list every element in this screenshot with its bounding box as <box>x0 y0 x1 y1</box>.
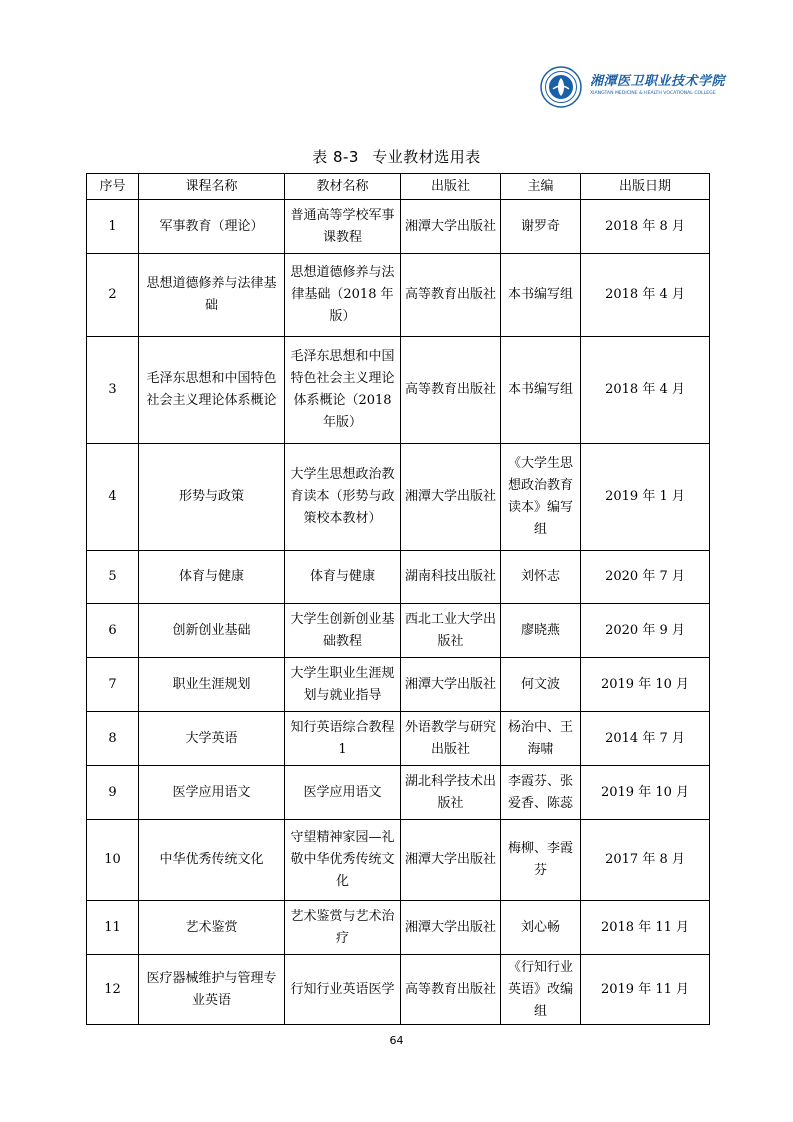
editor: 刘心畅 <box>501 901 581 955</box>
editor: 《行知行业英语》改编组 <box>501 955 581 1025</box>
editor: 何文波 <box>501 658 581 712</box>
editor: 梅柳、李霞芬 <box>501 820 581 901</box>
editor: 李霞芬、张爱香、陈蕊 <box>501 766 581 820</box>
editor: 刘怀志 <box>501 551 581 604</box>
textbook-name: 艺术鉴赏与艺术治疗 <box>285 901 401 955</box>
textbook-table <box>86 173 710 1025</box>
page-number: 64 <box>389 1034 404 1047</box>
table-caption: 专业教材选用表 <box>372 148 481 166</box>
textbook-name: 普通高等学校军事课教程 <box>285 200 401 254</box>
header-cell: 出版社 <box>401 174 501 200</box>
row-number: 8 <box>87 712 139 766</box>
header-cell: 主编 <box>501 174 581 200</box>
publisher: 湘潭大学出版社 <box>401 200 501 254</box>
row-number: 7 <box>87 658 139 712</box>
course-name: 思想道德修养与法律基础 <box>139 254 285 337</box>
course-name: 军事教育（理论） <box>139 200 285 254</box>
course-name: 职业生涯规划 <box>139 658 285 712</box>
table-row <box>87 604 710 658</box>
publisher: 湘潭大学出版社 <box>401 658 501 712</box>
textbook-name: 毛泽东思想和中国特色社会主义理论体系概论（2018 年版） <box>285 337 401 444</box>
header-cell: 序号 <box>87 174 139 200</box>
textbook-name: 知行英语综合教程 1 <box>285 712 401 766</box>
editor: 本书编写组 <box>501 337 581 444</box>
publisher: 高等教育出版社 <box>401 254 501 337</box>
publish-date: 2017 年 8 月 <box>581 820 710 901</box>
college-logo <box>540 64 730 114</box>
editor: 《大学生思想政治教育读本》编写组 <box>501 444 581 551</box>
publish-date: 2019 年 10 月 <box>581 658 710 712</box>
row-number: 10 <box>87 820 139 901</box>
table-title <box>0 146 793 167</box>
editor: 谢罗奇 <box>501 200 581 254</box>
publish-date: 2019 年 1 月 <box>581 444 710 551</box>
publisher: 外语教学与研究出版社 <box>401 712 501 766</box>
row-number: 4 <box>87 444 139 551</box>
row-number: 2 <box>87 254 139 337</box>
course-name: 大学英语 <box>139 712 285 766</box>
textbook-name: 体育与健康 <box>285 551 401 604</box>
publisher: 湘潭大学出版社 <box>401 901 501 955</box>
publish-date: 2018 年 8 月 <box>581 200 710 254</box>
publish-date: 2019 年 10 月 <box>581 766 710 820</box>
row-number: 1 <box>87 200 139 254</box>
publish-date: 2020 年 7 月 <box>581 551 710 604</box>
table-row <box>87 337 710 444</box>
publisher: 湖北科学技术出版社 <box>401 766 501 820</box>
table-row <box>87 955 710 1025</box>
table-number: 表 8-3 <box>312 148 359 166</box>
course-name: 医学应用语文 <box>139 766 285 820</box>
header-cell: 课程名称 <box>139 174 285 200</box>
textbook-name: 大学生思想政治教育读本（形势与政策校本教材） <box>285 444 401 551</box>
publisher: 湖南科技出版社 <box>401 551 501 604</box>
editor: 本书编写组 <box>501 254 581 337</box>
publish-date: 2020 年 9 月 <box>581 604 710 658</box>
textbook-name: 行知行业英语医学 <box>285 955 401 1025</box>
textbook-name: 思想道德修养与法律基础（2018 年版） <box>285 254 401 337</box>
publish-date: 2018 年 11 月 <box>581 901 710 955</box>
textbook-name: 医学应用语文 <box>285 766 401 820</box>
row-number: 3 <box>87 337 139 444</box>
course-name: 形势与政策 <box>139 444 285 551</box>
logo-english-name: XIANGTAN MEDICINE & HEALTH VOCATIONAL COLLEGE <box>590 91 716 96</box>
publish-date: 2018 年 4 月 <box>581 337 710 444</box>
publish-date: 2018 年 4 月 <box>581 254 710 337</box>
table-row <box>87 901 710 955</box>
editor: 廖晓燕 <box>501 604 581 658</box>
header-cell: 教材名称 <box>285 174 401 200</box>
publish-date: 2019 年 11 月 <box>581 955 710 1025</box>
publisher: 高等教育出版社 <box>401 337 501 444</box>
publisher: 西北工业大学出版社 <box>401 604 501 658</box>
table-row <box>87 200 710 254</box>
table-row <box>87 444 710 551</box>
textbook-name: 大学生职业生涯规划与就业指导 <box>285 658 401 712</box>
course-name: 医疗器械维护与管理专业英语 <box>139 955 285 1025</box>
row-number: 9 <box>87 766 139 820</box>
table-row <box>87 658 710 712</box>
textbook-name: 守望精神家园—礼敬中华优秀传统文化 <box>285 820 401 901</box>
publisher: 湘潭大学出版社 <box>401 444 501 551</box>
table-row <box>87 820 710 901</box>
table-row <box>87 766 710 820</box>
course-name: 创新创业基础 <box>139 604 285 658</box>
table-row <box>87 254 710 337</box>
publish-date: 2014 年 7 月 <box>581 712 710 766</box>
editor: 杨治中、王海啸 <box>501 712 581 766</box>
course-name: 体育与健康 <box>139 551 285 604</box>
row-number: 11 <box>87 901 139 955</box>
table-row <box>87 712 710 766</box>
row-number: 6 <box>87 604 139 658</box>
table-row <box>87 551 710 604</box>
course-name: 毛泽东思想和中国特色社会主义理论体系概论 <box>139 337 285 444</box>
row-number: 5 <box>87 551 139 604</box>
publisher: 湘潭大学出版社 <box>401 820 501 901</box>
course-name: 中华优秀传统文化 <box>139 820 285 901</box>
row-number: 12 <box>87 955 139 1025</box>
header-cell: 出版日期 <box>581 174 710 200</box>
logo-chinese-name: 湘潭医卫职业技术学院 <box>590 74 726 89</box>
textbook-name: 大学生创新创业基础教程 <box>285 604 401 658</box>
publisher: 高等教育出版社 <box>401 955 501 1025</box>
course-name: 艺术鉴赏 <box>139 901 285 955</box>
college-emblem-icon <box>540 66 582 108</box>
table-header-row <box>87 174 710 200</box>
